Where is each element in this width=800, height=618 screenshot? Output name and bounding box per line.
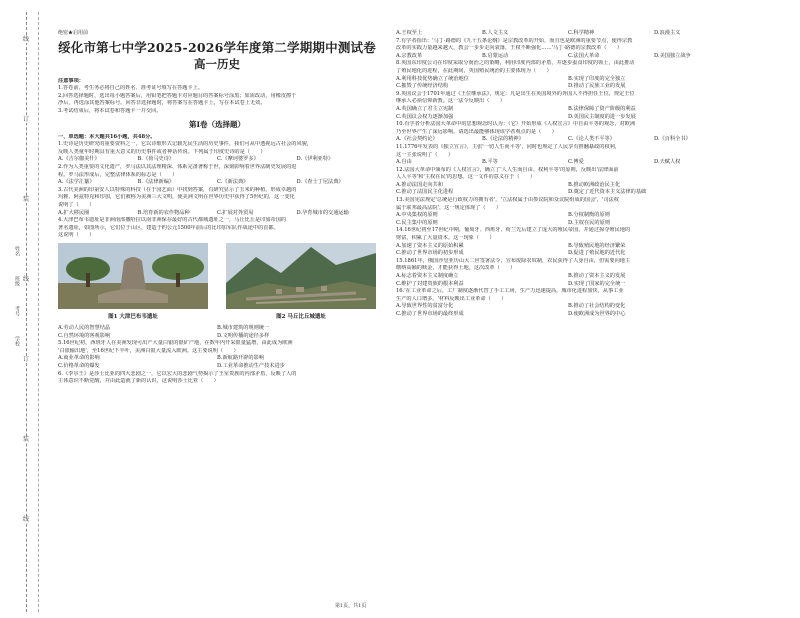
answer-option: B.推动欧洲政治民主化 <box>568 181 621 188</box>
question <box>58 325 376 340</box>
notes-heading: 注意事项： <box>58 77 84 84</box>
answer-option: C.扩展对外贸易 <box>217 209 254 216</box>
options-row <box>58 355 376 370</box>
answer-option: B.培育新的农作物品种 <box>137 209 190 216</box>
answer-option: D.浪漫主义 <box>654 30 681 36</box>
question-stem-line: 8.英国东印度公司在印度采取分而治之的策略，利用印度内部的矛盾，并逐步蚕食印度的领土，由此推动 <box>396 60 635 67</box>
options-row <box>58 156 376 164</box>
options-row <box>396 273 740 288</box>
class-field-label: 班级 <box>14 276 20 286</box>
answer-option: A.推动法国走向共和 <box>396 181 443 188</box>
question-stem-line: 改革的实践力量越来越大，教会一步步走向衰落，王权不断强化……'马丁·路德的宗教改革（ ） <box>396 45 623 52</box>
options-row <box>58 179 376 187</box>
answer-option: D.英国民主制度的进一步发展 <box>568 113 636 120</box>
binding-char: 订 <box>20 116 32 123</box>
question-stem-line: 了殖民地化的进程，在此期间，英国殖民统治的主要体现为（ ） <box>396 67 552 74</box>
answer-option: B.实现了印度的完全独立 <box>568 75 626 82</box>
question <box>396 38 740 61</box>
answer-option: A.导致世界性的贫富分化 <box>396 303 454 310</box>
options-row <box>396 136 740 144</box>
answer-option: D.《伊利亚特》 <box>296 156 334 163</box>
question <box>396 258 740 288</box>
notes-block <box>58 78 376 116</box>
question <box>58 187 376 217</box>
question-stem-line: 反映人类童年时期具有重大意义的历史事件或者神话传说。下列属于印度史诗的是（ ） <box>58 148 266 155</box>
left-questions-part1 <box>58 141 376 240</box>
binding-char: 订 <box>20 356 32 363</box>
answer-option: C.英国议会权力逐渐加强 <box>396 113 454 120</box>
answer-option: D.奠定了近代资本主义法律的基础 <box>568 189 647 196</box>
question <box>396 121 740 144</box>
options-row <box>396 53 740 61</box>
left-questions-part2 <box>58 325 376 386</box>
question-stem-line: 16.'在工业革命之后，工厂制度逐渐代替了手工工场，生产力迅速提高，城市化进程加快，从事工业 <box>396 288 624 295</box>
answer-option: C.博爱 <box>568 159 584 166</box>
question-stem-line: 财富，积累了大量资本。这一现象（ ） <box>396 235 495 242</box>
answer-option: A.标志着资本主义制度确立 <box>396 273 459 279</box>
question-stem-line: 9.英国议会于1701年通过《王位继承法》，规定：凡是出生在英国境外的外国人不得担任王位，规定王位 <box>396 90 635 97</box>
notes-item: 1.答卷前，考生务必将自己的姓名、准考证号填写在答题卡上。 <box>58 85 204 92</box>
question <box>396 197 740 227</box>
answer-option: A.商业革命的影响 <box>58 355 100 362</box>
answer-option: A.利用科技优势确立了统治地位 <box>396 75 469 82</box>
answer-option: B.法律保障了资产阶级的利益 <box>568 105 636 112</box>
answer-option: A.《吉尔伽美什》 <box>58 156 100 163</box>
answer-option: D.《查士丁尼法典》 <box>296 179 344 186</box>
question <box>396 167 740 197</box>
answer-option: C.科学精神 <box>568 30 595 36</box>
question <box>58 141 376 164</box>
question-stem-line: 缴纳高额的赎金，才能获得土地。这次改革（ ） <box>396 265 516 272</box>
exam-title: 绥化市第七中学2025-2026学年度第二学期期中测试卷 <box>58 39 376 55</box>
page-footer: 第1页，共1页 <box>335 603 367 609</box>
right-column <box>396 30 740 319</box>
answer-option: C.维护了封建贵族的根本利益 <box>396 280 464 287</box>
binding-char: 装 <box>20 436 32 443</box>
question-stem-line: 2.作为人类重要的文化遗产，罗马法以其法理精深、体系完备著称于世，深刻影响着世界法制史发展的进 <box>58 163 297 170</box>
answer-option: D.主权在民的原则 <box>568 219 610 226</box>
answer-option: C.推动了世界市场的最终形成 <box>396 310 464 317</box>
school-field-label: 学校 <box>14 336 20 346</box>
answer-option: B.平等 <box>482 159 498 166</box>
question-stem-line: 玛雅、阿兹特克和印加，它们被称为美洲三大文明，使美洲文明在世界历史中获得了5世纪的，这一变化 <box>58 194 295 201</box>
notes-item: 净后，再选涂其他答案标号。回答非选择题时，将答案写在答题卡上，写在本试卷上无效。 <box>58 100 266 107</box>
answer-option: C.法国大革命 <box>568 52 600 59</box>
question-stem-line: '白银输出地'，至16世纪下半叶，美洲白银大量流入欧洲。这主要说明（ ） <box>58 347 239 354</box>
question-stem-line: 1.史诗是历史研究的重要资料之一，它以诗歌形式记载先民生活的历史事件，我们可从中透视远古社会的风貌， <box>58 141 312 148</box>
answer-option: B.启蒙运动 <box>482 52 509 59</box>
exam-subject: 高一历史 <box>194 56 240 71</box>
options-row <box>58 325 376 340</box>
question <box>58 217 376 240</box>
question-stem-line: 这说明（ ） <box>58 232 95 239</box>
exam-number-field-label: 考号 <box>14 306 20 316</box>
question <box>58 340 376 370</box>
options-row <box>396 106 740 121</box>
answer-option: B.导致殖民地的经济繁荣 <box>568 242 626 249</box>
answer-option: C.《摩诃婆罗多》 <box>217 156 259 163</box>
question-stem-line: 12.法国大革命中颁布的《人权宣言》，确立了'人人生而自由、权利平等'的原则，反映出'法律面前 <box>396 166 619 173</box>
answer-option: A.《社会契约论》 <box>396 136 438 143</box>
question <box>396 227 740 257</box>
figure-2-caption: 图2 马丘比丘城遗址 <box>276 314 326 321</box>
question <box>58 371 376 386</box>
name-field-label: 姓名 <box>14 246 20 256</box>
answer-option: C.民主集中的原则 <box>396 219 438 226</box>
answer-option: D.工业革命推动生产技术进步 <box>217 363 285 370</box>
options-row <box>396 243 740 258</box>
answer-option: B.推动了社会结构的变化 <box>568 303 626 310</box>
answer-option: B.城市建筑的规则统一 <box>217 325 270 332</box>
answer-option: C.价格革命的爆发 <box>58 363 100 370</box>
answer-option: C.推动了法国民主化进程 <box>396 189 454 196</box>
answer-option: A.劳动人民的智慧结晶 <box>58 325 111 332</box>
question-stem-line: 乃至世界产生了深远影响。请选出最能够体现该学者观点的是（ ） <box>396 128 557 135</box>
question <box>58 164 376 187</box>
binding-char: 线 <box>20 36 32 43</box>
answer-option: B.《论法的精神》 <box>482 136 524 143</box>
answer-option: D.推动了民族工业的发展 <box>568 83 626 90</box>
figure-2 <box>226 243 376 322</box>
answer-option: A.自由 <box>396 159 412 166</box>
question-stem-line: 10.有学者分析法国大革命中的思想观念时认为：（它）开始形成《人权宣言》中自由平等的观念，对欧洲 <box>396 121 636 128</box>
options-row <box>58 210 376 218</box>
answer-option: D.《百科全书》 <box>654 136 691 143</box>
question <box>396 288 740 318</box>
question <box>396 60 740 90</box>
answer-option: A.扩大移民圈 <box>58 209 90 216</box>
answer-option: C.《论人类不平等》 <box>568 136 615 143</box>
question-stem-line: 人人平等'和'主权在民'的思想。这一文件的意义在于（ ） <box>396 174 536 181</box>
question <box>396 144 740 167</box>
answer-option: C.推动了世界市场的初步形成 <box>396 250 464 257</box>
answer-option: A.王权至上 <box>396 30 423 36</box>
question-stem-line: 4.大津巴布韦遗址是非洲南部撒哈拉以南非洲保存最好的古代都城遗址之一，马丘比丘是印加帝国的 <box>58 217 287 224</box>
secret-mark: 绝密★启用前 <box>58 30 89 36</box>
figure-row <box>58 243 376 322</box>
answer-option: B.新航路开辟的影响 <box>217 355 264 362</box>
question-stem-line: 生产的人口增多。'材料反映出工业革命（ ） <box>396 295 507 302</box>
great-zimbabwe-photo <box>58 243 208 309</box>
answer-option: A.宗教改革 <box>396 52 423 59</box>
question-stem-line: 6.《李尔王》是莎士比亚的四大悲剧之一，它以宏大的悲剧气势揭示了王室贵族的内部矛盾，反映了人的 <box>58 370 297 377</box>
question <box>396 91 740 121</box>
answer-option: D.实现了国家的完全统一 <box>568 280 626 287</box>
question-stem-line: 13.美国宪法规定'总统是行政权力的拥有者'，'立法权属于由参议院和众议院组成的国会'，'司法权 <box>396 197 619 204</box>
figure-1 <box>58 243 208 322</box>
question-stem-line: 这一主张说明了（ ） <box>396 151 454 158</box>
options-row <box>396 76 740 91</box>
machu-picchu-photo <box>226 243 376 309</box>
question-stem-line: 主体意识不断觉醒，并由此造就了新的认识，这说明莎士比亚（ ） <box>58 378 219 385</box>
answer-option: C.摧毁了传统经济结构 <box>396 83 449 90</box>
options-row <box>396 303 740 318</box>
options-row <box>396 30 740 38</box>
question-stem-line: 著名遗址，如图所示，它们位于山区，建造于约公元1500年前后的比印加军队作战途中的首都。 <box>58 224 279 231</box>
answer-option: D.天赋人权 <box>654 159 681 166</box>
question-stem-line: 属于联邦最高法院'。这一规定体现了（ ） <box>396 204 502 211</box>
question-stem-line: 15.1861年，俄国沙皇亚历山大二世签署法令，宣布废除农奴制，农民获得了人身自由，但需要向地主 <box>396 257 631 264</box>
volume-heading: 第Ⅰ卷（选择题） <box>188 119 245 129</box>
answer-option: D.孕育城市的交通运输 <box>296 209 349 216</box>
binding-char: 线 <box>20 276 32 283</box>
notes-item: 3.考试结束后，将本试卷和答题卡一并交回。 <box>58 107 162 114</box>
answer-option: D.促进了殖民地的近代化 <box>568 250 626 257</box>
answer-option: B.《荷马史诗》 <box>137 156 175 163</box>
answer-option: B.《法律新编》 <box>137 179 175 186</box>
notes-item: 2.回答选择题时，选出每小题答案后，用铅笔把答题卡对应题目的答案标号涂黑；如需改动，用橡皮擦干 <box>58 92 297 99</box>
answer-option: D.使欧洲成为世界的中心 <box>568 310 626 317</box>
answer-option: B.分权制衡的原则 <box>568 212 610 219</box>
answer-option: B.推动了资本主义的发展 <box>568 273 626 279</box>
question-stem-line: 11.1776年发表的《独立宣言》，主张'一切人生而平等'，同时也规定了人民享有推翻暴政的权利， <box>396 143 621 150</box>
binding-char: 装 <box>20 196 32 203</box>
binding-char: 线 <box>20 516 32 523</box>
question-stem-line: 3.古代美洲的印第安人以特殊的科技（在于园艺面）中找到答案，有研究显示了玉米的种植，形成卓越的 <box>58 186 297 193</box>
section-heading: 一、单选题：本大题共16小题，共48分。 <box>58 133 156 140</box>
answer-option: C.自然环境的客观影响 <box>58 332 111 339</box>
answer-option: D.美国独立战争 <box>654 52 691 59</box>
answer-option: A.《法学汇纂》 <box>58 179 95 186</box>
question-stem-line: 程。罗马法形成后，完整法律体系的标志是（ ） <box>58 171 178 178</box>
question <box>396 30 740 38</box>
options-row <box>396 182 740 197</box>
answer-option: C.《新法典》 <box>217 179 249 186</box>
question-stem-line: 说明了（ ） <box>58 201 95 208</box>
figure-1-caption: 图1 大津巴布韦遗址 <box>108 314 158 321</box>
answer-option: A.中央集权的原则 <box>396 212 438 219</box>
binding-margin <box>8 6 36 606</box>
binding-line-inner <box>38 12 39 612</box>
question-stem-line: 7.有学者指出：'马丁·路德的《九十五条论纲》是宗教改革的开始，而且也是欧洲的重要节点，使得宗教 <box>396 37 633 44</box>
answer-option: B.人文主义 <box>482 30 509 36</box>
answer-option: A.加速了资本主义的原始积累 <box>396 242 464 249</box>
left-column <box>58 30 376 386</box>
answer-option: D.文明传播的途径多样 <box>217 332 270 339</box>
question-stem-line: 14.16世纪初至17世纪中期，葡萄牙、西班牙、荷兰先后建立了庞大的殖民帝国，并通过掠夺殖民地的 <box>396 227 631 234</box>
options-row <box>396 212 740 227</box>
question-stem-line: 5.16世纪初，西班牙人在美洲发现可出产大量白银的银矿产地，在数年内开采银量猛增，由此成为欧洲 <box>58 340 293 347</box>
answer-option: A.英国确立了君主立宪制 <box>396 105 454 112</box>
question-stem-line: 继承人必须信仰新教。这一法令反映出（ ） <box>396 98 505 105</box>
options-row <box>396 159 740 167</box>
